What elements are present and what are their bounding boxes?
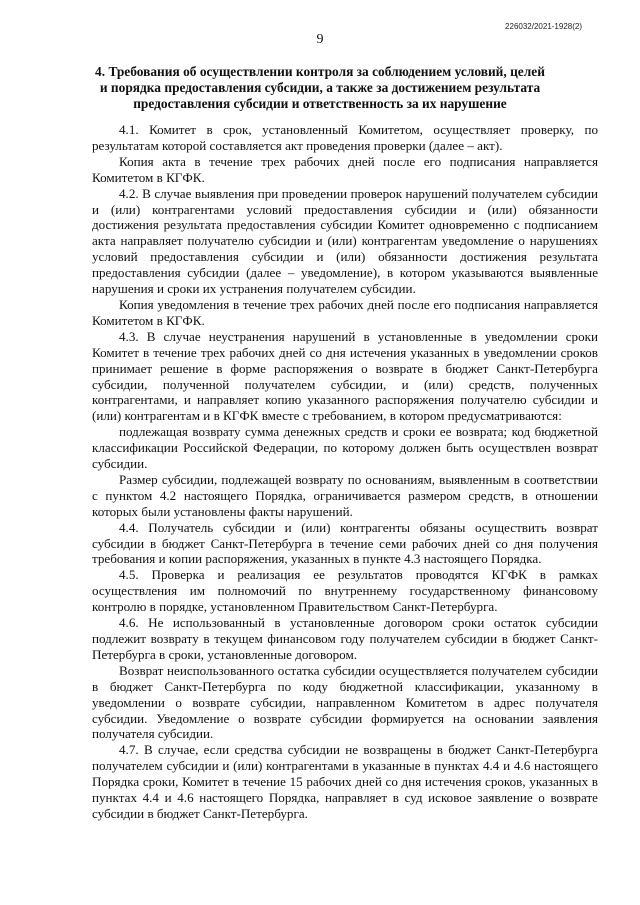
section-heading [92,64,548,112]
document-code: 226032/2021-1928(2) [505,22,582,31]
paragraph-4-5: 4.5. Проверка и реализация ее результатов проводятся КГФК в рамках осуществления им полномочий по внутреннему государственному финансовому контролю в порядке, установленном Правительством Санкт-Петербурга. [92,567,598,615]
paragraph-refund-size: Размер субсидии, подлежащей возврату по основаниям, выявленным в соответствии с пунктом 4.2 настоящего Порядка, ограничивается размером средств, в отношении которых были установлены факты нарушений. [92,471,598,519]
heading-line: 4. Требования об осуществлении контроля за соблюдением условий, целей [95,64,545,79]
paragraph-4-6: 4.6. Не использованный в установленные договором сроки остаток субсидии подлежит возврату в текущем финансовом году получателем субсидии в бюджет Санкт-Петербурга в сроки, установленные договором. [92,615,598,662]
paragraph-4-1: 4.1. Комитет в срок, установленный Комитетом, осуществляет проверку, по результатам которой составляется акт проведения проверки (далее – акт). [92,122,598,153]
heading-line: и порядка предоставления субсидии, а также за достижением результата [99,80,541,95]
paragraph-notice-copy: Копия уведомления в течение трех рабочих дней после его подписания направляется Комитетом в КГФК. [92,296,598,328]
heading-line: предоставления субсидии и ответственность за их нарушение [133,96,507,111]
paragraph-4-3: 4.3. В случае неустранения нарушений в установленные в уведомлении сроки Комитет в течение трех рабочих дней со дня истечения указанных в уведомлении сроков принимает решение в форме распоряжения о возврате в бюджет Санкт-Петербурга субсидии, полученной получателем субсидии, и (или) средств, полученных контрагентами, и направляет копию указанного распоряжения получателю субсидии и (или) контрагентам и в КГФК вместе с требованием, в котором предусматриваются: [92,328,598,424]
document-body [92,122,598,822]
paragraph-4-7: 4.7. В случае, если средства субсидии не возвращены в бюджет Санкт-Петербурга получателем субсидии и (или) контрагентами в указанные в пунктах 4.4 и 4.6 настоящего Порядка сроки, Комитет в течение 15 рабочих дней со дня истечения сроков, указанных в пунктах 4.4 и 4.6 настоящего Порядка, направляет в суд исковое заявление о возврате субсидии в бюджет Санкт-Петербурга. [92,742,598,821]
paragraph-4-4: 4.4. Получатель субсидии и (или) контрагенты обязаны осуществить возврат субсидии в бюджет Санкт-Петербурга в течение семи рабочих дней со дня получения требования и копии распоряжения, указанных в пункте 4.3 настоящего Порядка. [92,519,598,567]
page-number: 9 [316,32,324,47]
paragraph-refund-amount: подлежащая возврату сумма денежных средств и сроки ее возврата; код бюджетной классификации Российской Федерации, по которому должен быть осуществлен возврат субсидии. [92,424,598,472]
paragraph-unused-refund: Возврат неиспользованного остатка субсидии осуществляется получателем субсидии в бюджет Санкт-Петербурга по коду бюджетной классификации, указанному в уведомлении о возврате субсидии, направленном Комитетом в адрес получателя субсидии. Уведомление о возврате субсидии формируется на основании заявления получателя субсидии. [92,662,598,742]
paragraph-4-2: 4.2. В случае выявления при проведении проверок нарушений получателем субсидии и (или) контрагентами условий предоставления субсидии и (или) обязанности достижения результата предоставления субсидии Комитет одновременно с подписанием акта направляет получателю субсидии и (или) контрагентам уведомление о нарушениях условий предоставления субсидии и (или) обязанности достижения результата предоставления субсидии (далее – уведомление), в котором указываются выявленные нарушения и сроки их устранения получателем субсидии. [92,185,598,297]
paragraph-act-copy: Копия акта в течение трех рабочих дней после его подписания направляется Комитетом в КГФК. [92,153,598,185]
